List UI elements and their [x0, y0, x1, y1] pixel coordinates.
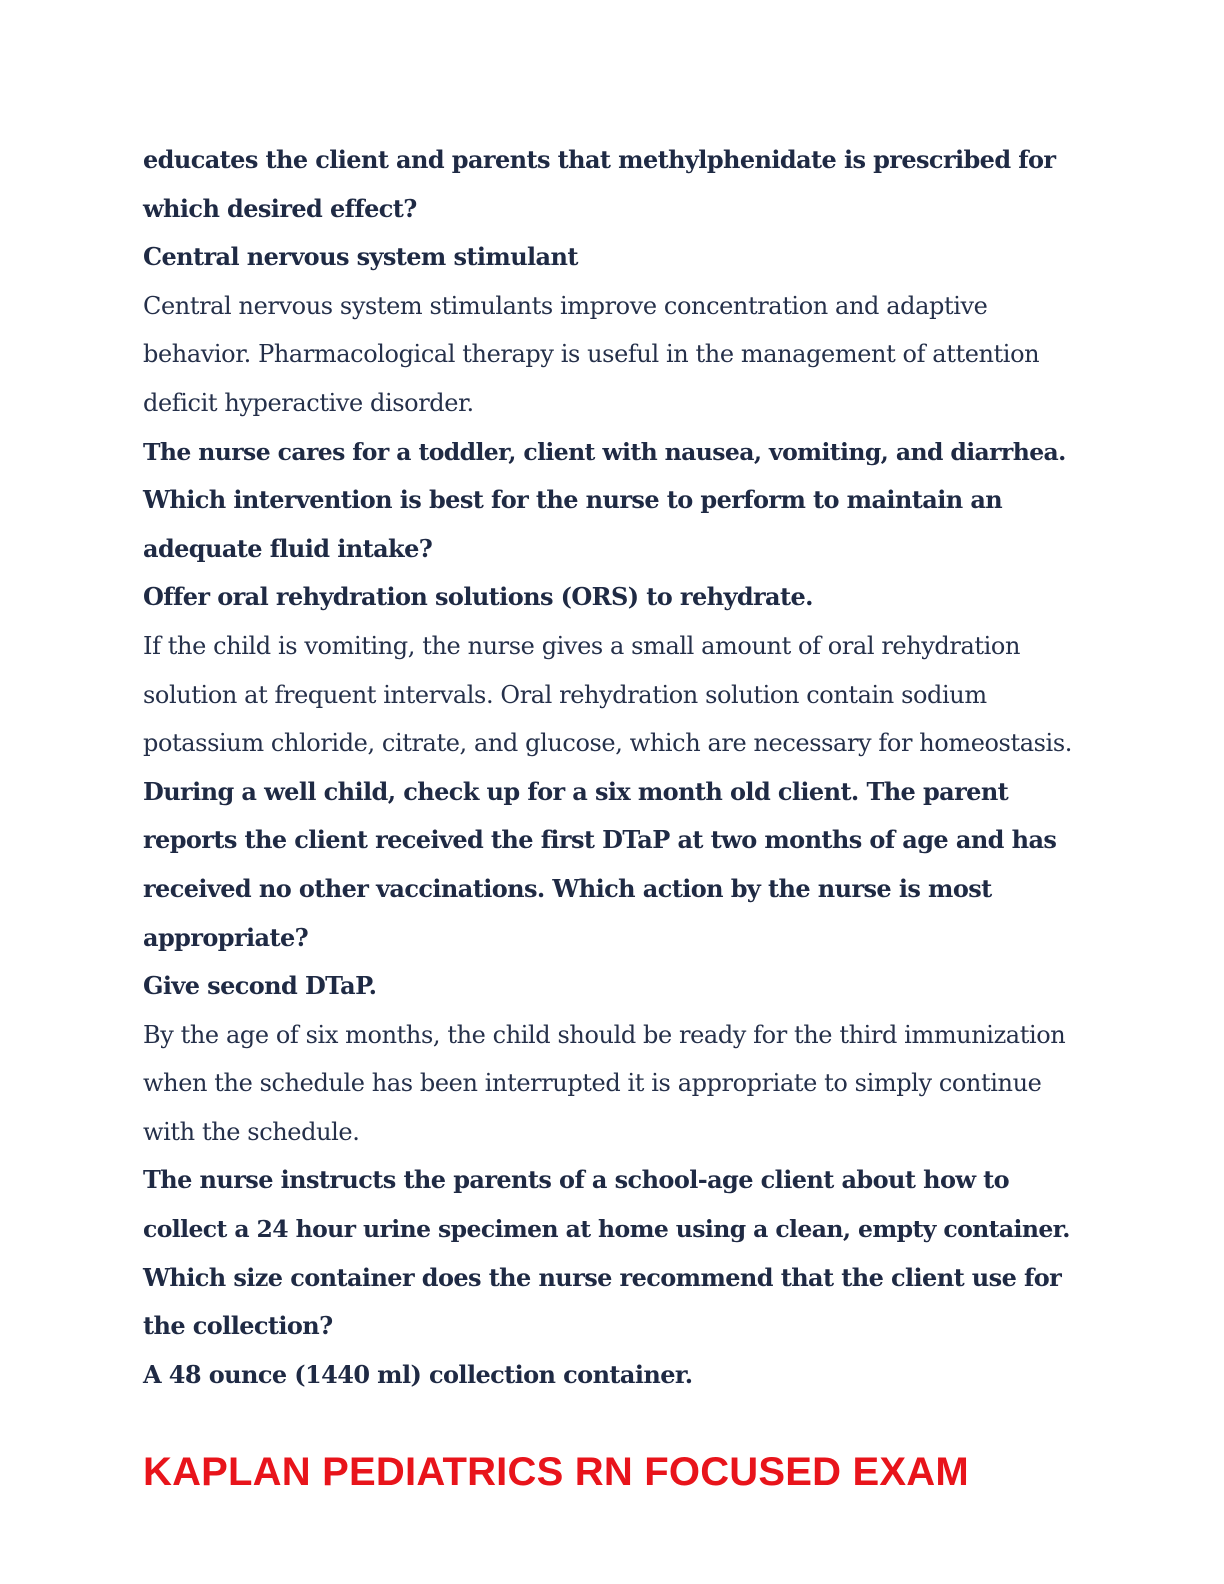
rationale-line: with the schedule.	[143, 1117, 360, 1146]
question-line: The nurse instructs the parents of a school-age client about how to	[143, 1165, 1010, 1195]
rationale-line: solution at frequent intervals. Oral rehydration solution contain sodium	[143, 680, 987, 709]
rationale-line: By the age of six months, the child should be ready for the third immunization	[143, 1020, 1066, 1049]
question-line: collect a 24 hour urine specimen at home using a clean, empty container.	[143, 1215, 1070, 1244]
question-line: adequate fluid intake?	[143, 533, 433, 563]
question-line: Which size container does the nurse recommend that the client use for	[143, 1262, 1062, 1292]
rationale-line: behavior. Pharmacological therapy is useful in the management of attention	[143, 340, 1040, 369]
rationale-line: If the child is vomiting, the nurse gives a small amount of oral rehydration	[143, 631, 1021, 660]
question-line: appropriate?	[143, 922, 309, 952]
question-line: educates the client and parents that methylphenidate is prescribed for	[143, 145, 1056, 174]
question-line: received no other vaccinations. Which action by the nurse is most	[143, 873, 992, 903]
rationale-line: when the schedule has been interrupted it is appropriate to simply continue	[143, 1069, 1042, 1098]
answer-line: A 48 ounce (1440 ml) collection container.	[143, 1359, 693, 1389]
document-body	[143, 136, 1083, 1399]
question-line: which desired effect?	[143, 193, 417, 223]
rationale-line: potassium chloride, citrate, and glucose, which are necessary for homeostasis.	[143, 729, 1072, 758]
question-line: During a well child, check up for a six month old client. The parent	[143, 776, 1009, 806]
question-line: The nurse cares for a toddler, client with nausea, vomiting, and diarrhea.	[143, 437, 1066, 466]
answer-line: Offer oral rehydration solutions (ORS) to rehydrate.	[143, 582, 813, 612]
answer-line: Give second DTaP.	[143, 971, 377, 1001]
question-line: reports the client received the first DTaP at two months of age and has	[143, 825, 1057, 855]
rationale-line: Central nervous system stimulants improve concentration and adaptive	[143, 291, 988, 320]
footer-banner: KAPLAN PEDIATRICS RN FOCUSED EXAM	[143, 1450, 969, 1494]
answer-line: Central nervous system stimulant	[143, 242, 578, 272]
rationale-line: deficit hyperactive disorder.	[143, 388, 474, 417]
question-line: the collection?	[143, 1311, 333, 1341]
question-line: Which intervention is best for the nurse to perform to maintain an	[143, 485, 1003, 515]
